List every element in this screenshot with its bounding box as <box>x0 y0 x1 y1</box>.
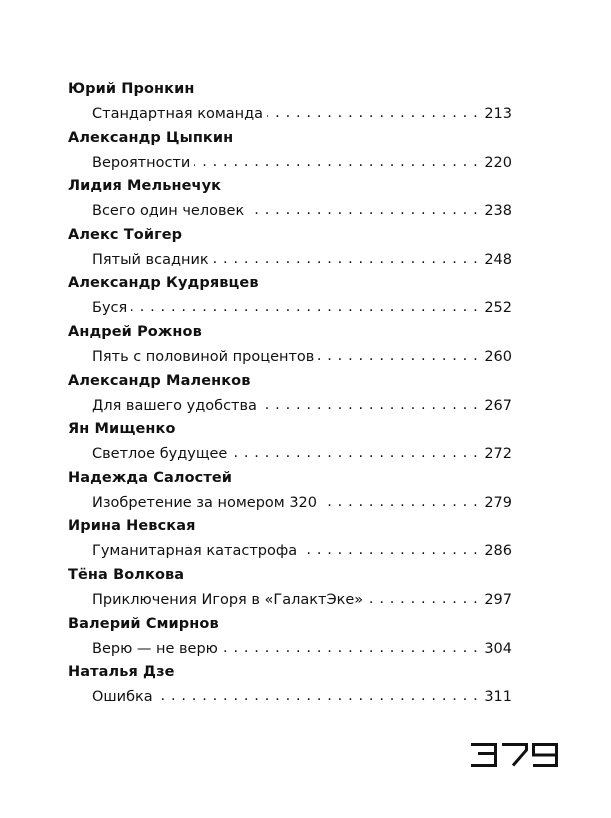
toc-line <box>92 298 512 318</box>
toc-entry <box>68 371 512 420</box>
story-title: Гуманитарная катастрофа <box>92 541 301 561</box>
author-name: Наталья Дзе <box>68 664 175 681</box>
toc-line <box>92 104 512 124</box>
toc-entry <box>68 565 512 614</box>
toc-entry <box>68 516 512 565</box>
toc-line <box>92 687 512 707</box>
author-name: Александр Кудрявцев <box>68 275 259 292</box>
author-name: Надежда Салостей <box>68 469 233 486</box>
toc-line <box>92 153 512 173</box>
story-title: Светлое будущее <box>92 444 231 464</box>
page-number: 311 <box>478 687 512 707</box>
page-number: 304 <box>478 639 512 659</box>
dot-leader <box>131 298 478 314</box>
toc-line <box>92 396 512 416</box>
toc-entry <box>68 322 512 371</box>
page-number: 286 <box>478 541 512 561</box>
dot-leader <box>301 541 478 557</box>
page-folio <box>469 742 559 768</box>
page-number: 272 <box>478 444 512 464</box>
dot-leader <box>261 396 478 412</box>
dot-leader <box>321 493 478 509</box>
toc-line <box>92 493 512 513</box>
author-name: Тёна Волкова <box>68 566 185 583</box>
author-name: Ирина Невская <box>68 518 196 535</box>
toc-line <box>92 201 512 221</box>
dot-leader <box>222 639 478 655</box>
story-title: Вероятности <box>92 153 194 173</box>
toc-line <box>92 444 512 464</box>
dot-leader <box>318 347 478 363</box>
dot-leader <box>248 201 478 217</box>
story-title: Буся <box>92 298 131 318</box>
story-title: Для вашего удобства <box>92 396 261 416</box>
dot-leader <box>157 687 479 703</box>
author-name: Андрей Рожнов <box>68 323 202 340</box>
page-number: 220 <box>478 153 512 173</box>
story-title: Ошибка <box>92 687 157 707</box>
toc-line <box>92 541 512 561</box>
author-name: Ян Мищенко <box>68 421 176 438</box>
author-name: Лидия Мельнечук <box>68 178 222 195</box>
story-title: Всего один человек <box>92 201 248 221</box>
toc-entry <box>68 79 512 128</box>
dot-leader <box>213 250 479 266</box>
story-title: Стандартная команда <box>92 104 267 124</box>
dot-leader <box>231 444 478 460</box>
author-name: Валерий Смирнов <box>68 615 219 632</box>
toc-entry <box>68 614 512 663</box>
folio-digit-3 <box>471 745 496 766</box>
page-number: 267 <box>478 396 512 416</box>
toc-line <box>92 347 512 367</box>
toc-entry <box>68 225 512 274</box>
page-number: 213 <box>478 104 512 124</box>
story-title: Пять с половиной процентов <box>92 347 318 367</box>
dot-leader <box>367 590 478 606</box>
toc-line <box>92 639 512 659</box>
page-number: 248 <box>478 250 512 270</box>
dot-leader <box>194 153 478 169</box>
toc-entry <box>68 662 512 711</box>
page-number: 252 <box>478 298 512 318</box>
toc-line <box>92 590 512 610</box>
story-title: Изобретение за номером 320 <box>92 493 321 513</box>
author-name: Юрий Пронкин <box>68 81 195 97</box>
author-name: Александр Цыпкин <box>68 129 234 146</box>
page-number: 297 <box>478 590 512 610</box>
page-number: 260 <box>478 347 512 367</box>
toc-entry <box>68 419 512 468</box>
dot-leader <box>267 104 478 120</box>
story-title: Приключения Игоря в «ГалактЭке» <box>92 590 367 610</box>
toc-entry <box>68 128 512 177</box>
table-of-contents <box>68 79 512 711</box>
story-title: Верю — не верю <box>92 639 222 659</box>
author-name: Александр Маленков <box>68 372 251 389</box>
page-number: 279 <box>478 493 512 513</box>
toc-entry <box>68 468 512 517</box>
toc-entry <box>68 273 512 322</box>
folio-digit-9 <box>533 745 557 766</box>
story-title: Пятый всадник <box>92 250 213 270</box>
toc-line <box>92 250 512 270</box>
folio-digit-7 <box>502 745 527 766</box>
page-number: 238 <box>478 201 512 221</box>
author-name: Алекс Тойгер <box>68 226 183 243</box>
toc-entry <box>68 176 512 225</box>
